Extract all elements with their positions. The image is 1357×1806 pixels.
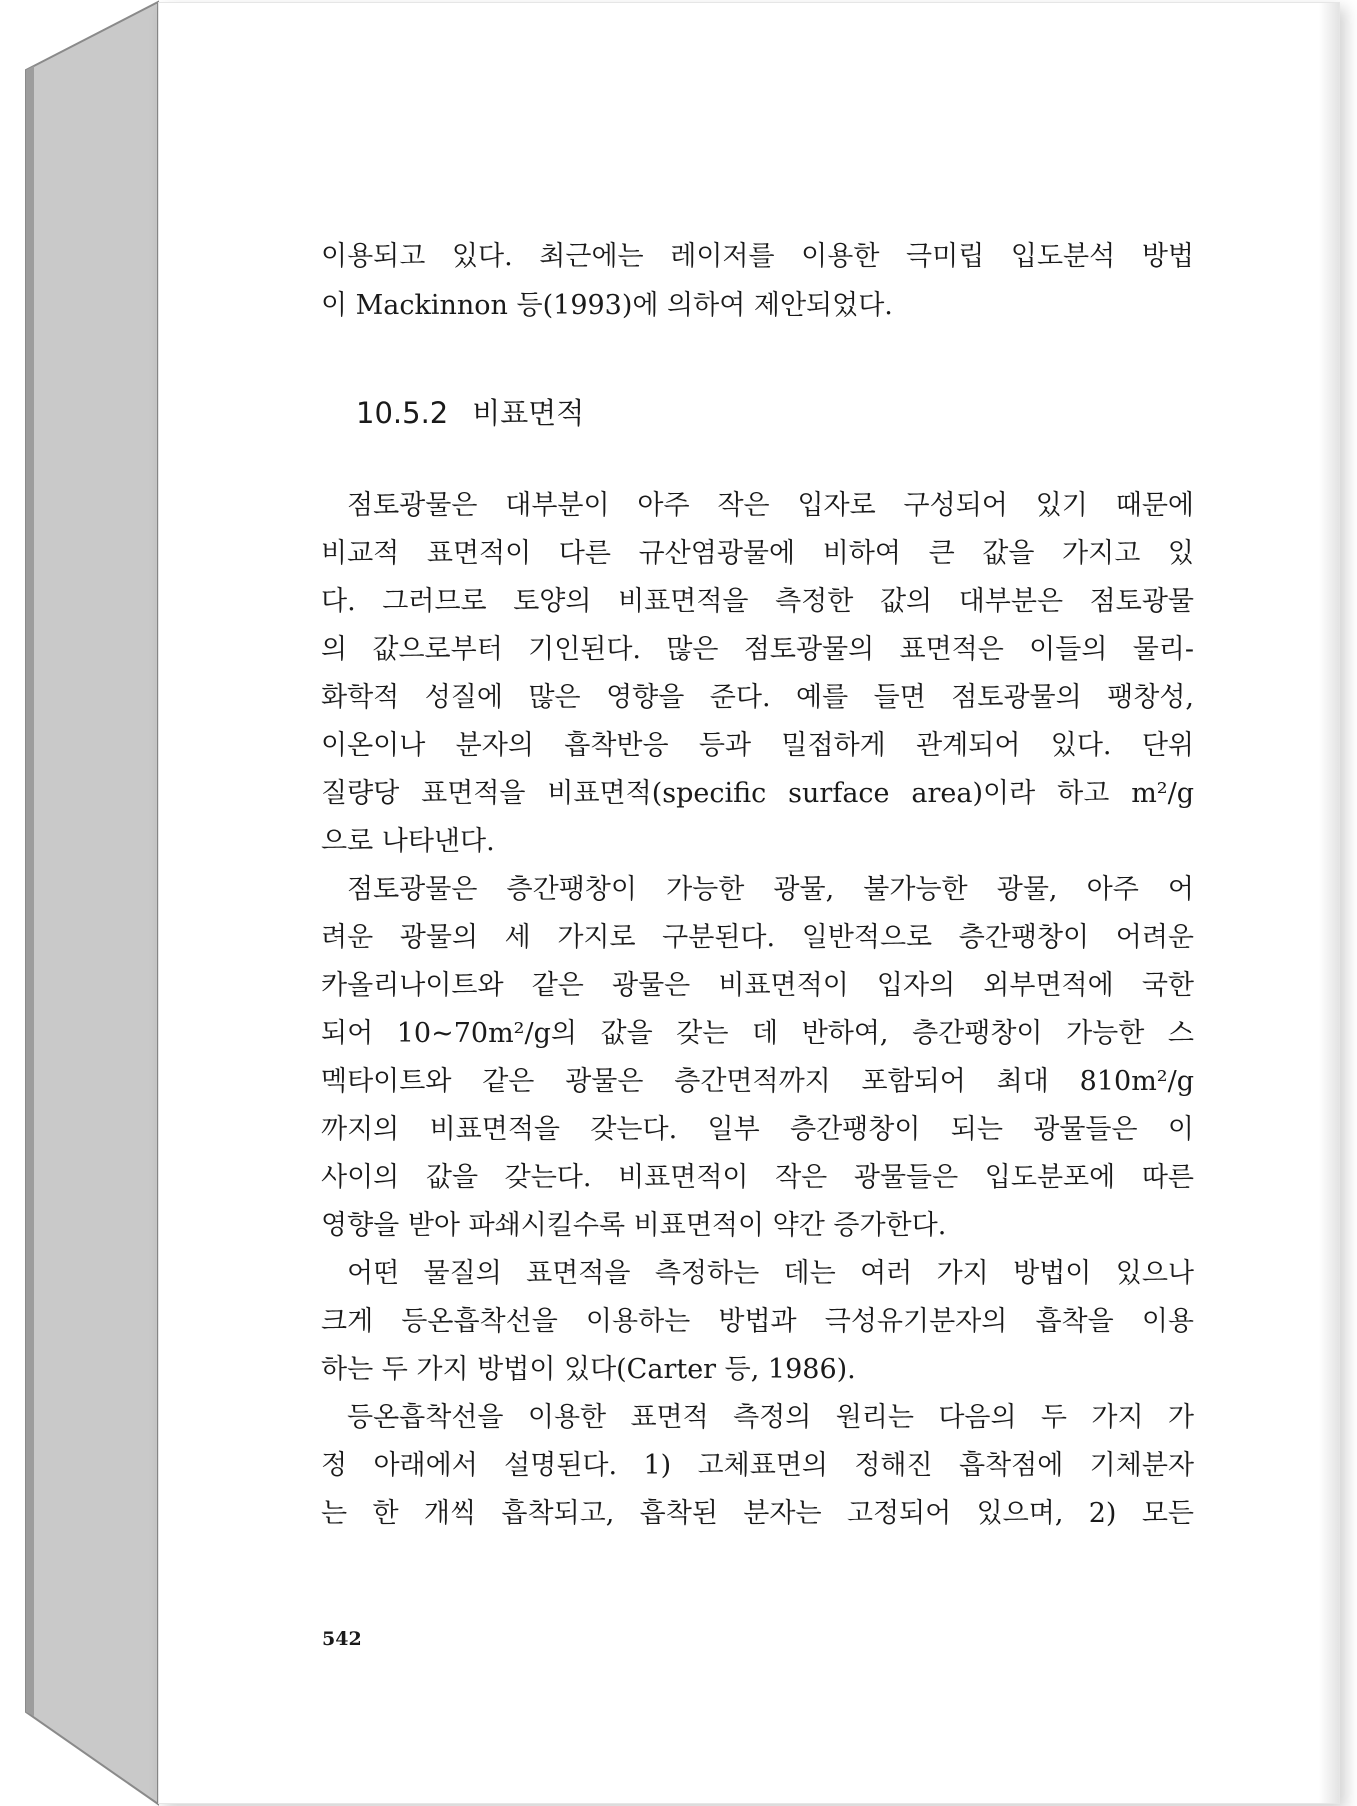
text-line: 크게 등온흡착선을 이용하는 방법과 극성유기분자의 흡착을 이용 bbox=[321, 1306, 1194, 1337]
page-number: 542 bbox=[322, 1628, 362, 1650]
text-line: 비교적 표면적이 다른 규산염광물에 비하여 큰 값을 가지고 있 bbox=[321, 538, 1194, 569]
text-line: 되어 10~70m²/g의 값을 갖는 데 반하여, 층간팽창이 가능한 스 bbox=[321, 1018, 1194, 1049]
text-line: 질량당 표면적을 비표면적(specific surface area)이라 하고 m²/g bbox=[321, 778, 1194, 809]
book-page bbox=[158, 2, 1340, 1804]
text-line: 이 Mackinnon 등(1993)에 의하여 제안되었다. bbox=[321, 290, 893, 321]
text-line: 하는 두 가지 방법이 있다(Carter 등, 1986). bbox=[321, 1354, 856, 1385]
section-title: 비표면적 bbox=[472, 396, 585, 430]
page-edge-shadow bbox=[1319, 3, 1339, 1803]
text-line: 사이의 값을 갖는다. 비표면적이 작은 광물들은 입도분포에 따른 bbox=[321, 1162, 1194, 1193]
text-line: 화학적 성질에 많은 영향을 준다. 예를 들면 점토광물의 팽창성, bbox=[321, 682, 1194, 713]
section-number: 10.5.2 bbox=[356, 396, 449, 430]
text-line: 려운 광물의 세 가지로 구분된다. 일반적으로 층간팽창이 어려운 bbox=[321, 922, 1194, 953]
text-line: 까지의 비표면적을 갖는다. 일부 층간팽창이 되는 광물들은 이 bbox=[321, 1114, 1194, 1145]
text-line: 정 아래에서 설명된다. 1) 고체표면의 정해진 흡착점에 기체분자 bbox=[321, 1450, 1194, 1481]
text-line: 어떤 물질의 표면적을 측정하는 데는 여러 가지 방법이 있으나 bbox=[347, 1258, 1194, 1289]
text-line: 점토광물은 대부분이 아주 작은 입자로 구성되어 있기 때문에 bbox=[347, 490, 1194, 521]
text-line: 의 값으로부터 기인된다. 많은 점토광물의 표면적은 이들의 물리- bbox=[321, 634, 1194, 665]
text-line: 등온흡착선을 이용한 표면적 측정의 원리는 다음의 두 가지 가 bbox=[347, 1402, 1194, 1433]
text-line: 멕타이트와 같은 광물은 층간면적까지 포함되어 최대 810m²/g bbox=[321, 1066, 1194, 1097]
text-line: 으로 나타낸다. bbox=[321, 826, 495, 857]
text-line: 점토광물은 층간팽창이 가능한 광물, 불가능한 광물, 아주 어 bbox=[347, 874, 1194, 905]
text-line: 다. 그러므로 토양의 비표면적을 측정한 값의 대부분은 점토광물 bbox=[321, 586, 1194, 617]
text-line: 카올리나이트와 같은 광물은 비표면적이 입자의 외부면적에 국한 bbox=[321, 970, 1194, 1001]
text-line: 는 한 개씩 흡착되고, 흡착된 분자는 고정되어 있으며, 2) 모든 bbox=[321, 1498, 1194, 1529]
text-line: 이온이나 분자의 흡착반응 등과 밀접하게 관계되어 있다. 단위 bbox=[321, 730, 1194, 761]
text-line: 이용되고 있다. 최근에는 레이저를 이용한 극미립 입도분석 방법 bbox=[321, 241, 1194, 272]
text-line: 영향을 받아 파쇄시킬수록 비표면적이 약간 증가한다. bbox=[321, 1210, 947, 1241]
section-heading bbox=[356, 391, 584, 432]
